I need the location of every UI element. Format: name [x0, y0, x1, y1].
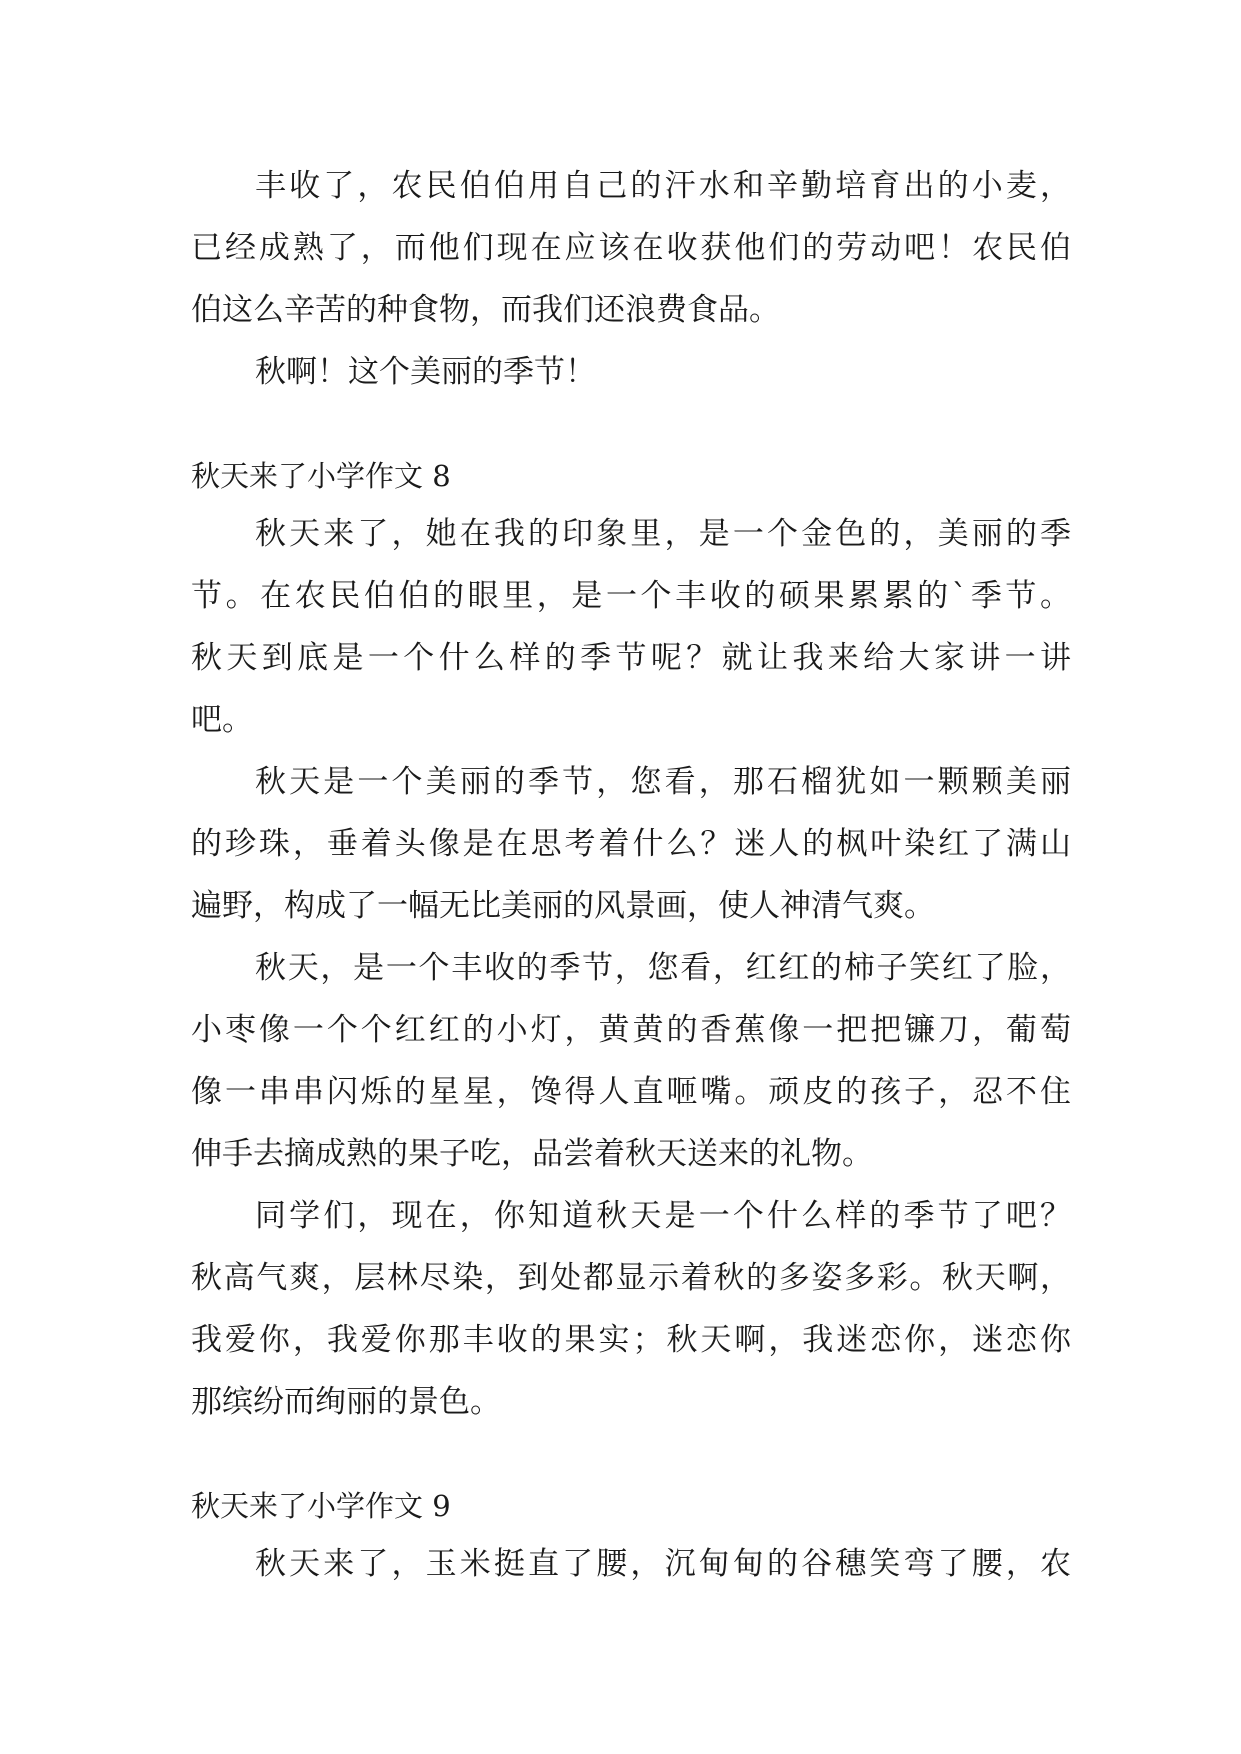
paragraph-line: 丰收了，农民伯伯用自己的汗水和辛勤培育出的小麦， [255, 168, 1071, 204]
paragraph-line: 小枣像一个个红红的小灯，黄黄的香蕉像一把把镰刀，葡萄 [191, 1012, 1071, 1048]
paragraph-line: 秋天，是一个丰收的季节，您看，红红的柿子笑红了脸， [255, 950, 1071, 986]
paragraph-line: 秋天是一个美丽的季节，您看，那石榴犹如一颗颗美丽 [255, 764, 1071, 800]
paragraph-line: 我爱你，我爱你那丰收的果实；秋天啊，我迷恋你，迷恋你 [191, 1322, 1071, 1358]
section-heading: 秋天来了小学作文 8 [191, 459, 451, 493]
paragraph-line: 那缤纷而绚丽的景色。 [191, 1384, 501, 1420]
paragraph-line: 节。在农民伯伯的眼里，是一个丰收的硕果累累的`季节。 [191, 578, 1071, 614]
paragraph-line: 秋天来了，她在我的印象里，是一个金色的，美丽的季 [255, 516, 1071, 552]
paragraph-line: 的珍珠，垂着头像是在思考着什么？迷人的枫叶染红了满山 [191, 826, 1071, 862]
paragraph-line: 秋天来了，玉米挺直了腰，沉甸甸的谷穗笑弯了腰，农 [255, 1546, 1071, 1582]
paragraph-line: 秋啊！这个美丽的季节！ [255, 354, 596, 390]
paragraph-line: 遍野，构成了一幅无比美丽的风景画，使人神清气爽。 [191, 888, 935, 924]
paragraph-line: 已经成熟了，而他们现在应该在收获他们的劳动吧！农民伯 [191, 230, 1071, 266]
paragraph-line: 伯这么辛苦的种食物，而我们还浪费食品。 [191, 292, 780, 328]
paragraph-line: 像一串串闪烁的星星，馋得人直咂嘴。顽皮的孩子，忍不住 [191, 1074, 1071, 1110]
paragraph-line: 吧。 [191, 702, 253, 738]
paragraph-line: 同学们，现在，你知道秋天是一个什么样的季节了吧？ [255, 1198, 1071, 1234]
paragraph-line: 秋高气爽，层林尽染，到处都显示着秋的多姿多彩。秋天啊， [191, 1260, 1071, 1296]
section-heading: 秋天来了小学作文 9 [191, 1489, 451, 1523]
paragraph-line: 伸手去摘成熟的果子吃，品尝着秋天送来的礼物。 [191, 1136, 873, 1172]
paragraph-line: 秋天到底是一个什么样的季节呢？就让我来给大家讲一讲 [191, 640, 1071, 676]
